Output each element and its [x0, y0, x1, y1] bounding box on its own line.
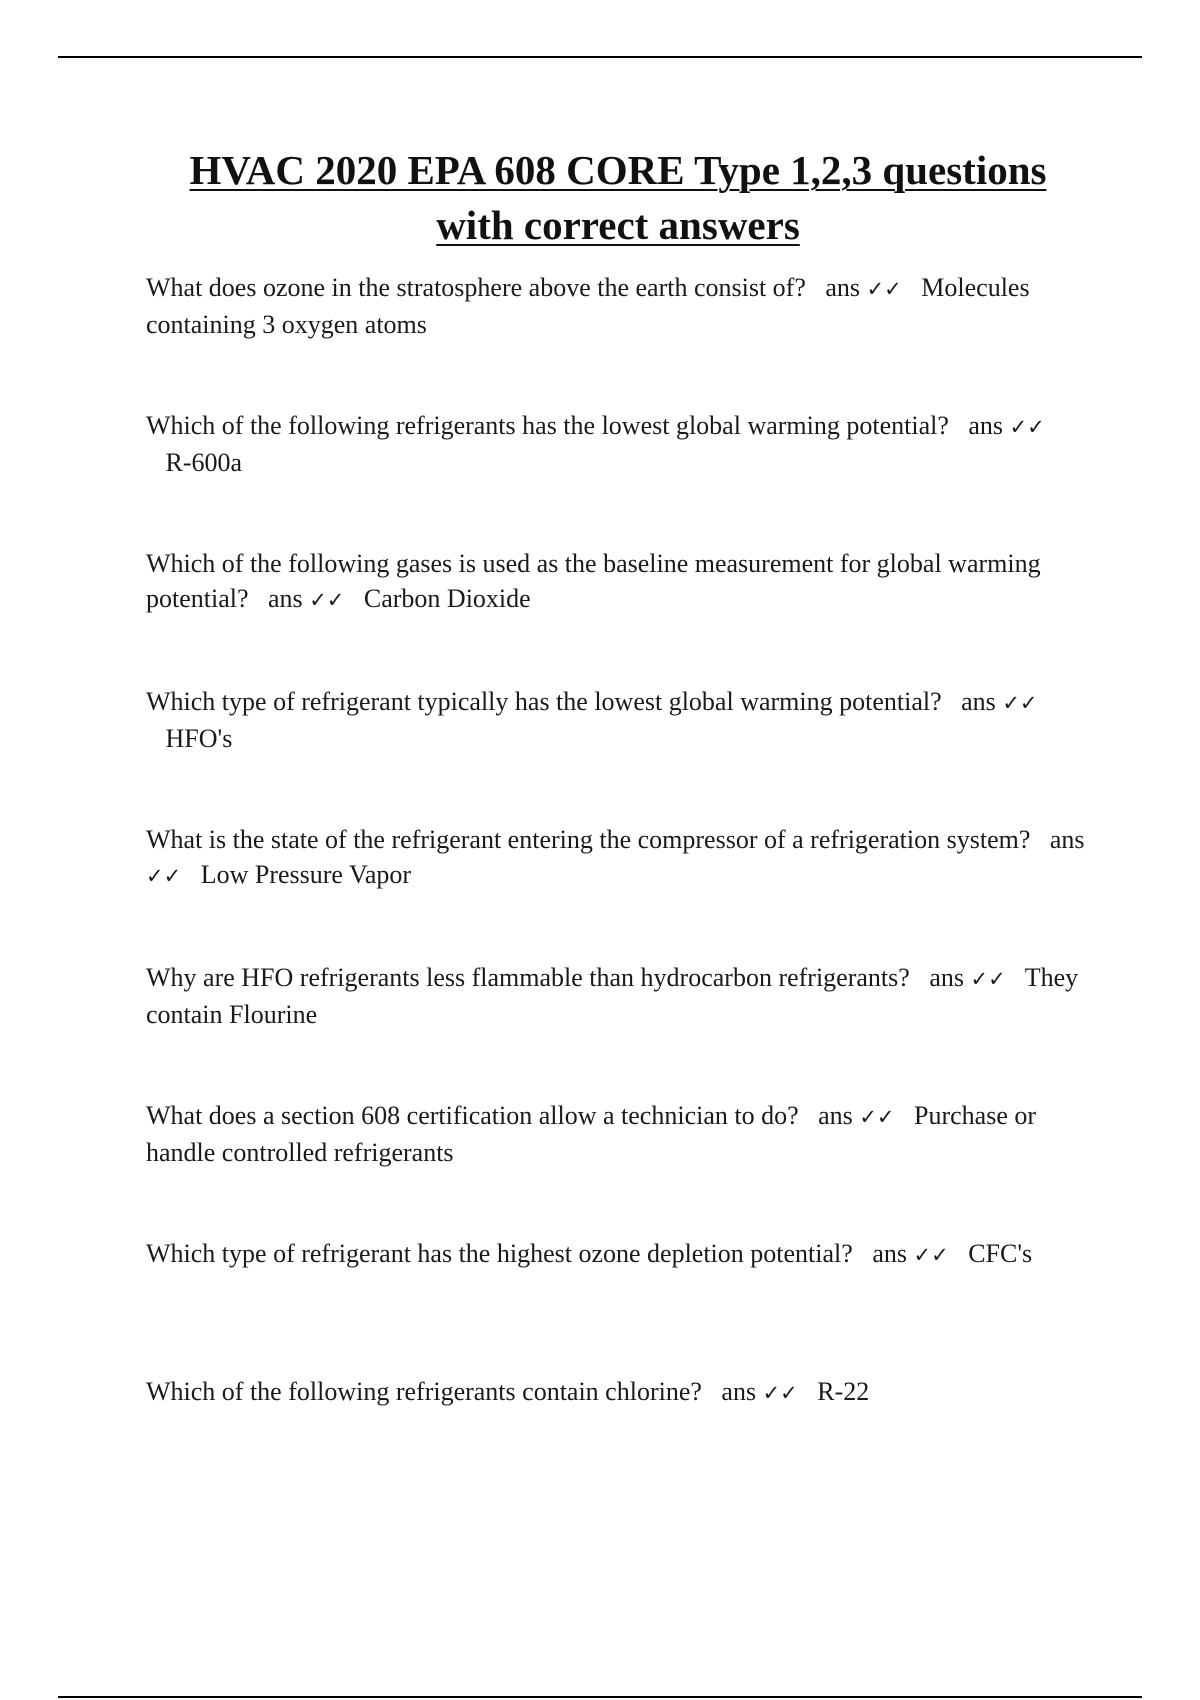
- answer-text: CFC's: [968, 1239, 1033, 1268]
- document-page: [146, 143, 1090, 1512]
- check-marks-icon: ✓✓: [859, 1105, 895, 1129]
- answer-marker: ans: [818, 1101, 853, 1130]
- question-text: What does a section 608 certification allow a technician to do?: [146, 1101, 799, 1130]
- answer-text: Molecules containing 3 oxygen atoms: [146, 273, 1030, 339]
- header-rule: [58, 56, 1142, 58]
- check-marks-icon: ✓✓: [913, 1243, 949, 1267]
- check-marks-icon: ✓✓: [1009, 415, 1045, 439]
- answer-marker: ans: [721, 1377, 757, 1406]
- answer-marker: ans: [968, 411, 1004, 440]
- answer-marker: ans: [268, 584, 303, 613]
- footer-rule: [58, 1696, 1142, 1698]
- question-text: What does ozone in the stratosphere above the earth consist of?: [146, 273, 806, 302]
- check-marks-icon: ✓✓: [970, 967, 1006, 991]
- check-marks-icon: ✓✓: [762, 1381, 798, 1405]
- answer-text: Purchase or handle controlled refrigerants: [146, 1101, 1037, 1167]
- answer-text: They contain Flourine: [146, 963, 1079, 1029]
- check-marks-icon: ✓✓: [866, 277, 902, 301]
- answer-text: Low Pressure Vapor: [200, 860, 412, 889]
- qa-item: [146, 1098, 1090, 1236]
- answer-marker: ans: [1049, 825, 1085, 854]
- check-marks-icon: ✓✓: [1002, 691, 1038, 715]
- qa-item: [146, 408, 1090, 546]
- qa-item: [146, 1374, 1090, 1512]
- document-title: HVAC 2020 EPA 608 CORE Type 1,2,3 questions with correct answers: [189, 147, 1047, 248]
- question-text: Which type of refrigerant typically has the lowest global warming potential?: [146, 687, 942, 716]
- question-text: Which type of refrigerant has the highest ozone depletion potential?: [146, 1239, 853, 1268]
- check-marks-icon: ✓✓: [146, 864, 182, 888]
- answer-marker: ans: [872, 1239, 907, 1268]
- qa-item: [146, 822, 1090, 960]
- qa-item: [146, 960, 1090, 1098]
- question-text: Which of the following refrigerants contain chlorine?: [146, 1377, 702, 1406]
- qa-item: [146, 270, 1090, 408]
- qa-list: [146, 270, 1090, 1512]
- question-text: Which of the following refrigerants has the lowest global warming potential?: [146, 411, 949, 440]
- question-text: Which of the following gases is used as the baseline measurement for global warming potential?: [146, 549, 1041, 613]
- qa-item: [146, 684, 1090, 822]
- answer-text: R-600a: [165, 448, 243, 477]
- answer-text: R-22: [817, 1377, 870, 1406]
- answer-text: Carbon Dioxide: [363, 584, 531, 613]
- answer-text: HFO's: [165, 724, 233, 753]
- check-marks-icon: ✓✓: [309, 588, 345, 612]
- qa-item: [146, 546, 1090, 684]
- answer-marker: ans: [929, 963, 964, 992]
- qa-item: [146, 1236, 1090, 1374]
- question-text: What is the state of the refrigerant entering the compressor of a refrigeration system?: [146, 825, 1031, 854]
- answer-marker: ans: [825, 273, 861, 302]
- answer-marker: ans: [961, 687, 996, 716]
- question-text: Why are HFO refrigerants less flammable than hydrocarbon refrigerants?: [146, 963, 910, 992]
